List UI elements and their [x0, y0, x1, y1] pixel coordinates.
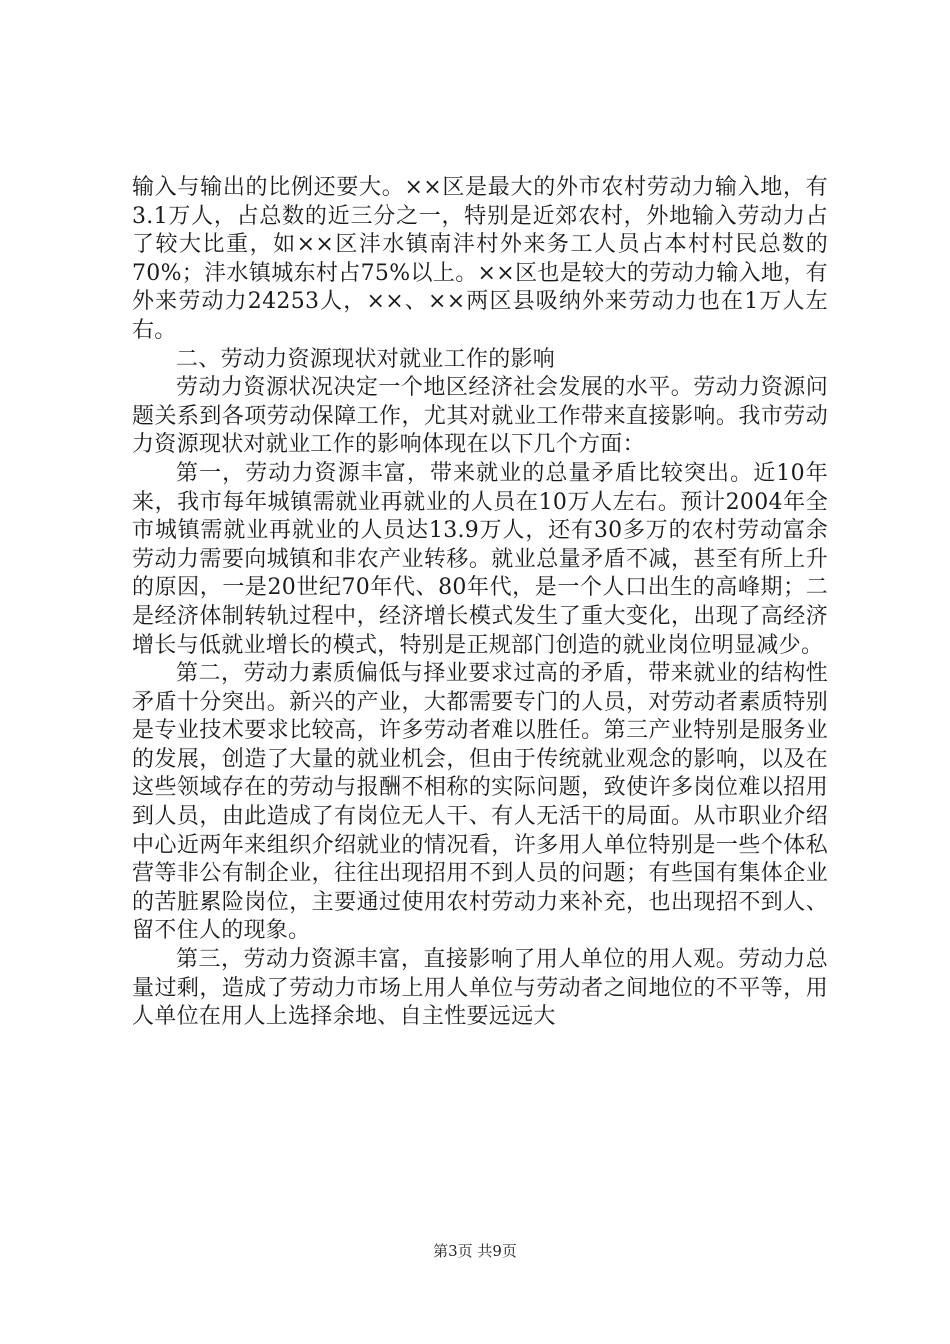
paragraph-intro: 劳动力资源状况决定一个地区经济社会发展的水平。劳动力资源问题关系到各项劳动保障工作，尤其对就业工作带来直接影响。我市劳动力资源现状对就业工作的影响体现在以下几个方面： [132, 375, 828, 458]
paragraph-continuation: 输入与输出的比例还要大。××区是最大的外市农村劳动力输入地，有3.1万人，占总数的近三分之一，特别是近郊农村，外地输入劳动力占了较大比重，如××区沣水镇南沣村外来务工人员占本村村民总数的70%；沣水镇城东村占75%以上。××区也是较大的劳动力输入地，有外来劳动力24253人，××、××两区县吸纳外来劳动力也在1万人左右。 [132, 175, 828, 343]
paragraph-third-point: 第三，劳动力资源丰富，直接影响了用人单位的用人观。劳动力总量过剩，造成了劳动力市场上用人单位与劳动者之间地位的不平等，用人单位在用人上选择余地、自主性要远远大 [132, 947, 828, 1030]
section-heading: 二、劳动力资源现状对就业工作的影响 [176, 346, 556, 372]
paragraph-first-point: 第一，劳动力资源丰富，带来就业的总量矛盾比较突出。近10年来，我市每年城镇需就业再就业的人员在10万人左右。预计2004年全市城镇需就业再就业的人员达13.9万人，还有30多万的农村劳动富余劳动力需要向城镇和非农产业转移。就业总量矛盾不减，甚至有所上升的原因，一是20世纪70年代、80年代，是一个人口出生的高峰期；二是经济体制转轨过程中，经济增长模式发生了重大变化，出现了高经济增长与低就业增长的模式，特别是正规部门创造的就业岗位明显减少。 [132, 460, 828, 658]
page-number-label: 第3页 共9页 [433, 1242, 517, 1260]
document-body [132, 174, 828, 1032]
paragraph-second-point: 第二，劳动力素质偏低与择业要求过高的矛盾，带来就业的结构性矛盾十分突出。新兴的产业，大都需要专门的人员，对劳动者素质特别是专业技术要求比较高，许多劳动者难以胜任。第三产业特别是服务业的发展，创造了大量的就业机会，但由于传统就业观念的影响，以及在这些领域存在的劳动与报酬不相称的实际问题，致使许多岗位难以招用到人员，由此造成了有岗位无人干、有人无活干的局面。从市职业介绍中心近两年来组织介绍就业的情况看，许多用人单位特别是一些个体私营等非公有制企业，往往出现招用不到人员的问题；有些国有集体企业的苦脏累险岗位，主要通过使用农村劳动力来补充，也出现招不到人、留不住人的现象。 [132, 661, 828, 944]
page-footer [0, 1240, 950, 1261]
